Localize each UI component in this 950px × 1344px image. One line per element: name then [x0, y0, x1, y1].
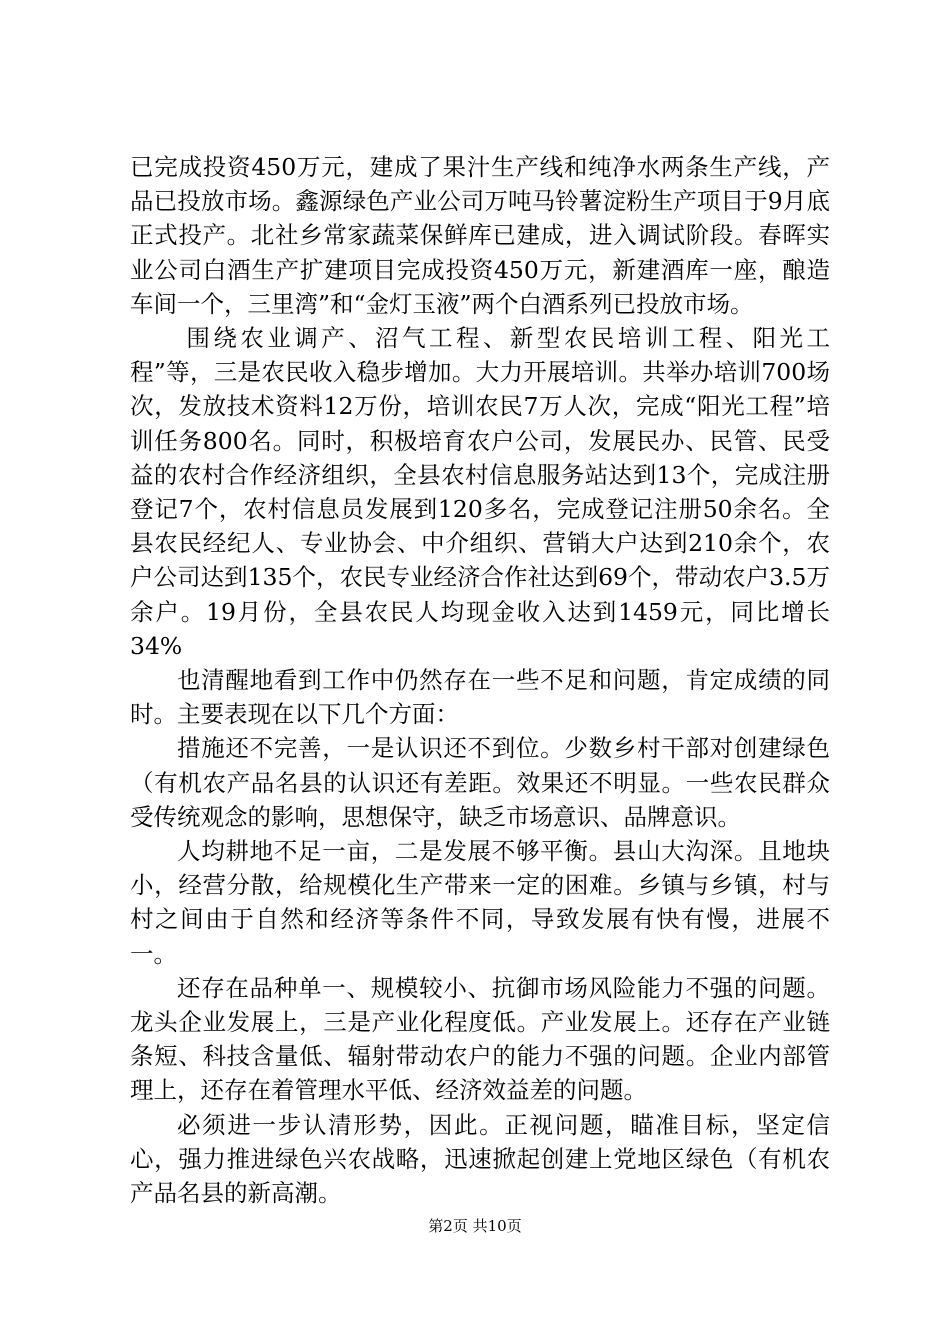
paragraph-1: 已完成投资450万元，建成了果汁生产线和纯净水两条生产线，产品已投放市场。鑫源绿色产业公司万吨马铃薯淀粉生产项目于9月底正式投产。北社乡常家蔬菜保鲜库已建成，进入调试阶段。春晖实业公司白酒生产扩建项目完成投资450万元，新建酒库一座，酿造车间一个，三里湾”和“金灯玉液”两个白酒系列已投放市场。: [130, 153, 830, 318]
paragraph-5: 人均耕地不足一亩，二是发展不够平衡。县山大沟深。且地块小，经营分散，给规模化生产带来一定的困难。乡镇与乡镇，村与村之间由于自然和经济等条件不同，导致发展有快有慢，进展不一。: [130, 837, 830, 968]
paragraph-7: 必须进一步认清形势，因此。正视问题，瞄准目标，坚定信心，强力推进绿色兴农战略，迅速掀起创建上党地区绿色（有机农产品名县的新高潮。: [130, 1110, 830, 1208]
page-number: 第2页 共10页: [428, 1217, 522, 1235]
paragraph-6: 还存在品种单一、规模较小、抗御市场风险能力不强的问题。龙头企业发展上，三是产业化程度低。产业发展上。还存在产业链条短、科技含量低、辐射带动农户的能力不强的问题。企业内部管理上，还存在着管理水平低、经济效益差的问题。: [130, 973, 830, 1105]
document-body: [130, 150, 830, 1210]
paragraph-4: 措施还不完善，一是认识还不到位。少数乡村干部对创建绿色（有机农产品名县的认识还有差距。效果还不明显。一些农民群众受传统观念的影响，思想保守，缺乏市场意识、品牌意识。: [130, 734, 830, 831]
paragraph-2: 围绕农业调产、沼气工程、新型农民培训工程、阳光工程”等，三是农民收入稳步增加。大力开展培训。共举办培训700场次，发放技术资料12万份，培训农民7万人次，完成“阳光工程”培训任务800名。同时，积极培育农户公司，发展民办、民管、民受益的农村合作经济组织，全县农村信息服务站达到13个，完成注册登记7个，农村信息员发展到120多名，完成登记注册50余名。全县农民经纪人、专业协会、中介组织、营销大户达到210余个，农户公司达到135个，农民专业经济合作社达到69个，带动农户3.5万余户。19月份，全县农民人均现金收入达到1459元，同比增长34%: [130, 324, 830, 660]
paragraph-3: 也清醒地看到工作中仍然存在一些不足和问题，肯定成绩的同时。主要表现在以下几个方面：: [130, 666, 830, 729]
